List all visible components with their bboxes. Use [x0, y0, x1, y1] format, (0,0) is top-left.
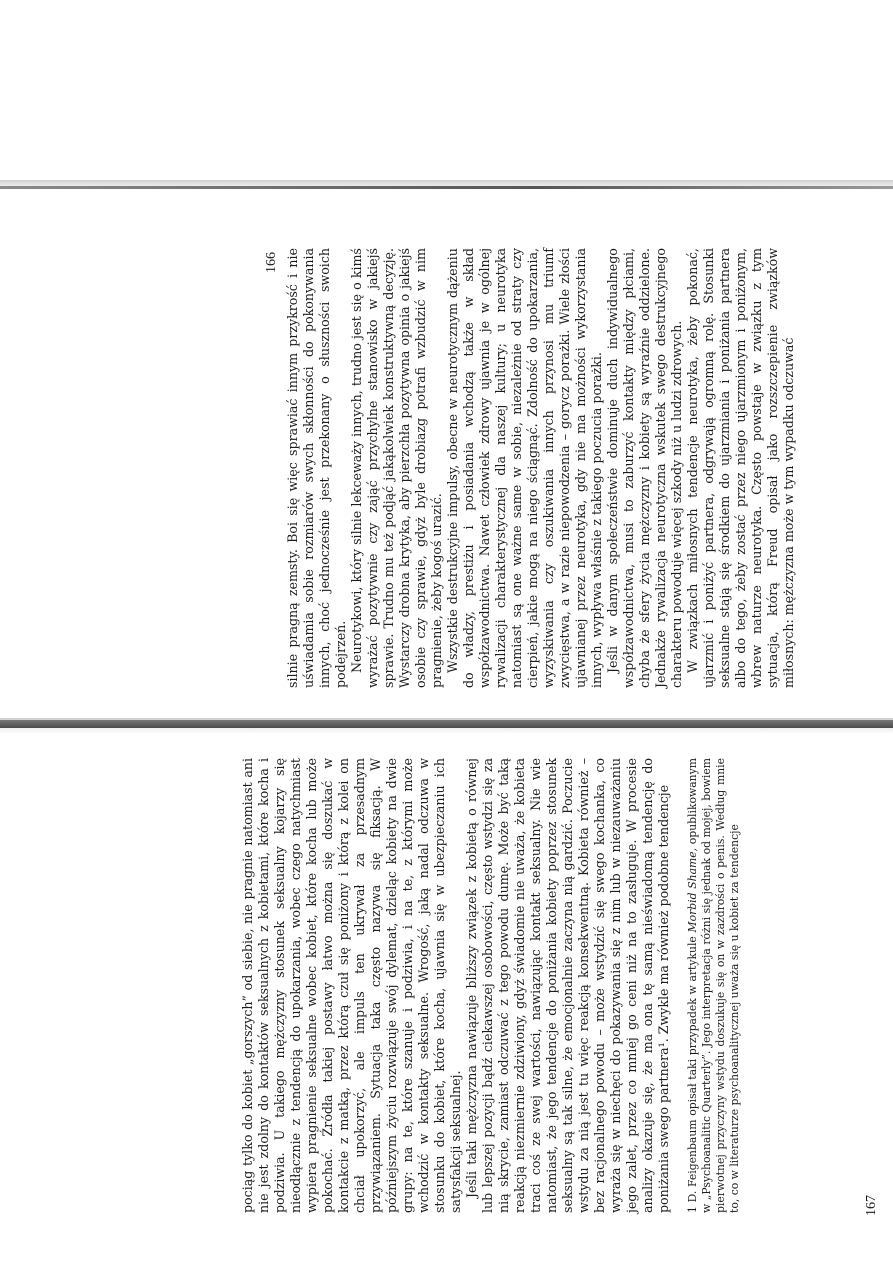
- page-166-paragraph: silnie pragną zemsty. Boi się więc sprawiać innym przykrość i nie uświadamia sobie rozmiarów swych skłonności do pokonywania innych, choć jednocześnie jest przekonany o słuszności swoich podejrzeń.: [285, 248, 348, 688]
- footnote-text: D. Feigenbaum opisał taki przypadek w artykule: [686, 936, 699, 1203]
- page-167-paragraph: Jeśli taki mężczyzna nawiązuje bliższy związek z kobietą o równej lub lepszej pozycji bądź ciekawszej osobowości, często wstydzi się za nią skrycie, zamiast odczuwać z tego powodu dumę. Może być taką reakcją niezmiernie zdziwiony, gdyż świadomie nie uważa, że kobieta traci coś ze swej wartości, nawiązując kontakt seksualny. Nie wie natomiast, że jego tendencje do poniżania kobiety poprzez stosunek seksualny są tak silne, że emocjonalnie zaczyna nią gardzić. Poczucie wstydu za nią jest tu więc reakcją konsekwentną. Kobieta również – bez racjonalnego powodu – może wstydzić się swego kochanka, co wyraża się w niechęci do pokazywania się z nim lub w niezauważaniu jego zalet, przez co mniej go ceni niż na to zasługuje. W procesie analizy okazuje się, że ma ona tę samą nieświadomą tendencję do poniżania swego partnera¹. Zwykle ma również podobne tendencje: [464, 758, 671, 1213]
- page-166-paragraph: Jeśli w danym społeczeństwie dominuje duch indywidualnego współzawodnictwa, musi to zaburzyć kontakty między płciami, chyba że sfery życia mężczyzny i kobiety są wyraźnie oddzielone. Jednakże rywalizacja neurotyczna wskutek swego destrukcyjnego charakteru powoduje więcej szkody niż u ludzi zdrowych.: [605, 248, 684, 688]
- page-divider: [0, 720, 893, 728]
- page-number-166: 166: [264, 252, 279, 273]
- footnote: [686, 758, 742, 1213]
- footnote-title: Morbid Shame,: [686, 847, 699, 933]
- page-166-paragraph: W związkach miłosnych tendencje neurotyka, żeby pokonać, ujarzmić i poniżyć partnera, odgrywają ogromną rolę. Stosunki seksualne stają się środkiem do ujarzmiania i poniżania partnera albo do tego, żeby zostać przez niego ujarzmionym i poniżonym, wbrew naturze neurotyka. Często powstaje w związku z tym sytuacja, którą Freud opisał jako rozszczepienie związków miłosnych: mężczyzna może w tym wypadku odczuwać: [685, 248, 796, 688]
- footnote-text-continued: opublikowanym w „Psychoanalitic Quarterly”. Jego interpretacja różni się jednak od mojej, bowiem pierwotnej przyczyny wstydu doszukuje się on w zazdrości o penis. Według mnie to, co w literaturze psychoanalitycznej uważa się u kobiet za tendencje: [686, 758, 741, 1213]
- page-166-paragraph: Wszystkie destrukcyjne impulsy, obecne w neurotycznym dążeniu do władzy, prestiżu i posiadania wchodzą także w skład współzawodnictwa. Nawet człowiek zdrowy ujawnia je w ogólnej rywalizacji charakterystycznej dla naszej kultury; u neurotyka natomiast są one ważne same w sobie, niezależnie od straty czy cierpień, jakie mogą na niego ściągnąć. Zdolność do upokarzania, wyzyskiwania czy oszukiwania innych przynosi mu triumf zwycięstwa, a w razie niepowodzenia – gorycz porażki. Wiele złości ujawnianej przez neurotyka, gdy nie ma możności wykorzystania innych, wypływa właśnie z takiego poczucia porażki.: [445, 248, 604, 688]
- page-number-167: 167: [864, 1195, 879, 1216]
- page-167-paragraph: pociąg tylko do kobiet „gorszych” od siebie, nie pragnie natomiast ani nie jest zdolny do kontaktów seksualnych z kobietami, które kocha i podziwia. U takiego mężczyzny stosunek seksualny kojarzy się nieodłącznie z tendencją do upokarzania, wobec czego natychmiast wypiera pragnienie seksualne wobec kobiet, które kocha lub może pokochać. Źródła takiej postawy łatwo można się doszukać w kontakcie z matką, przez którą czuł się poniżony i którą z kolei on chciał upokorzyć, ale impuls ten ukrywał za przesadnym przywiązaniem. Sytuacja taka często nazywa się fiksacją. W późniejszym życiu rozwiązuje swój dylemat, dzieląc kobiety na dwie grupy: na te, które szanuje i podziwia, i na te, z którymi może wchodzić w kontakty seksualne. Wrogość, jaką nadal odczuwa w stosunku do kobiet, które kocha, ujawnia się w ubezpieczaniu ich satysfakcji seksualnej.: [240, 758, 463, 1213]
- page-166-paragraph: Neurotykowi, który silnie lekceważy innych, trudno jest się o kimś wyrażać pozytywnie czy zająć przychylne stanowisko w jakiejś sprawie. Trudno mu też podjąć jakąkolwiek konstruktywną decyzję. Wystarczy drobna krytyka, aby pierzchła pozytywna opinia o jakiejś osobie czy sprawie, gdyż byle drobiazg potrafi wzbudzić w nim pragnienie, żeby kogoś urazić.: [349, 248, 444, 688]
- page-166-text: [285, 248, 796, 688]
- page-edge-top-line: [0, 186, 893, 189]
- footnote-marker: 1: [686, 1206, 699, 1213]
- page-167-text: [240, 758, 742, 1213]
